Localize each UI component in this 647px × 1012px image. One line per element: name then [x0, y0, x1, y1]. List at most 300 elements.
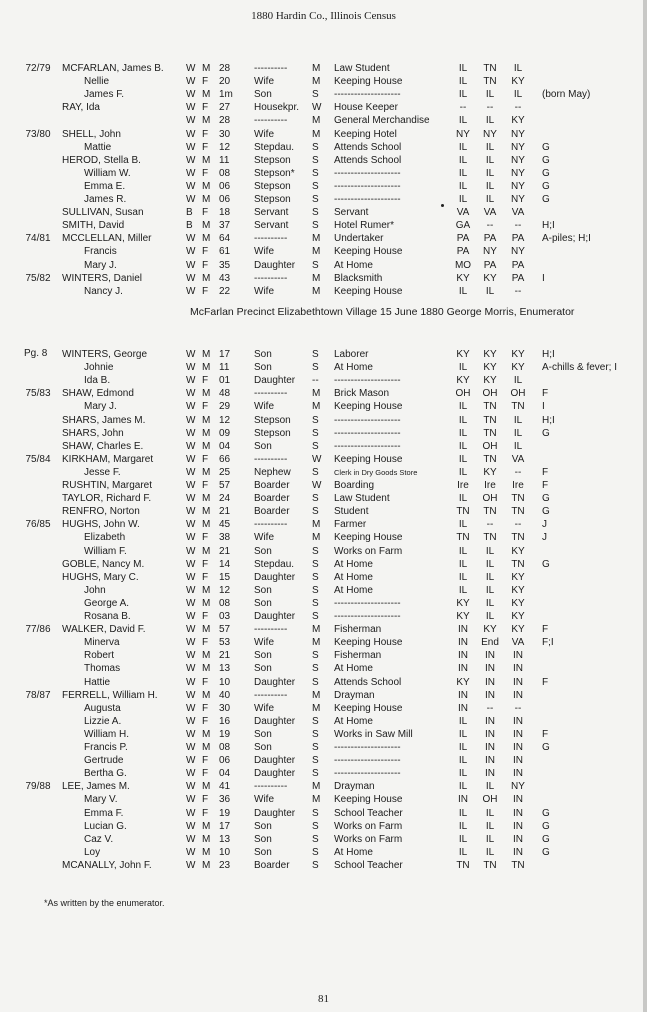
notes: H;I [542, 414, 555, 426]
scan-edge [643, 0, 647, 1012]
birthplace: PA [456, 233, 470, 245]
race: W [186, 493, 196, 505]
notes: G [542, 506, 550, 518]
sex: F [202, 558, 209, 570]
person-name: James R. [84, 194, 127, 205]
occupation: Keeping House [334, 401, 403, 413]
age: 12 [219, 141, 231, 153]
race: W [186, 194, 196, 205]
sex: F [202, 532, 209, 544]
race: W [186, 571, 196, 583]
age: 17 [219, 349, 231, 360]
mother-birthplace: IN [513, 768, 523, 780]
occupation: Drayman [334, 781, 375, 793]
marital-status: M [312, 76, 321, 88]
race: W [186, 611, 196, 622]
race: W [186, 285, 196, 297]
mother-birthplace: NY [511, 180, 525, 192]
relationship: Son [254, 584, 272, 596]
notes: G [542, 194, 550, 205]
age: 30 [219, 702, 231, 714]
marital-status: -- [312, 375, 319, 387]
census-row [0, 180, 647, 193]
marital-status: S [312, 220, 319, 232]
marital-status: S [312, 663, 319, 675]
mother-birthplace: IL [513, 375, 523, 387]
relationship: Wife [254, 702, 274, 714]
race: W [186, 414, 196, 426]
person-name: Francis [84, 246, 117, 258]
person-name: KIRKHAM, Margaret [62, 453, 154, 465]
age: 23 [219, 859, 231, 871]
birthplace: IL [458, 558, 468, 570]
race: W [186, 624, 196, 636]
sex: F [202, 702, 209, 714]
age: 30 [219, 128, 231, 140]
marital-status: S [312, 493, 319, 505]
marital-status: M [312, 388, 321, 400]
mother-birthplace: KY [511, 545, 525, 557]
age: 25 [219, 466, 231, 478]
relationship: Wife [254, 401, 274, 413]
marital-status: S [312, 833, 319, 845]
father-birthplace: NY [483, 128, 497, 140]
mother-birthplace: IN [513, 715, 523, 727]
census-row [0, 348, 647, 361]
notes: H;I [542, 220, 555, 232]
race: W [186, 781, 196, 793]
birthplace: GA [455, 220, 471, 232]
birthplace: KY [456, 272, 470, 284]
occupation: Law Student [334, 63, 390, 74]
page-number: 81 [318, 993, 329, 1005]
occupation: General Merchandise [334, 115, 430, 127]
birthplace: IN [458, 794, 468, 806]
sex: M [202, 427, 211, 439]
marital-status: S [312, 611, 319, 622]
dwelling-family-number: 74/81 [25, 233, 51, 245]
occupation: Farmer [334, 519, 367, 531]
census-row [0, 793, 647, 806]
race: W [186, 794, 196, 806]
notes: F [542, 466, 549, 478]
age: 08 [219, 167, 231, 179]
person-name: Mary V. [84, 794, 118, 806]
father-birthplace: KY [483, 272, 497, 284]
person-name: WINTERS, George [62, 349, 148, 360]
race: W [186, 246, 196, 258]
relationship: Boarder [254, 859, 290, 871]
census-row [0, 807, 647, 820]
mother-birthplace: KY [511, 624, 525, 636]
birthplace: IN [458, 637, 468, 649]
sex: M [202, 689, 211, 701]
mother-birthplace: NY [511, 194, 525, 205]
mother-birthplace: TN [511, 859, 525, 871]
census-row [0, 715, 647, 728]
age: 12 [219, 584, 231, 596]
father-birthplace: PA [483, 259, 497, 271]
relationship: Son [254, 742, 272, 753]
person-name: RENFRO, Norton [62, 506, 140, 518]
relationship: Daughter [254, 755, 296, 767]
mother-birthplace: NY [511, 154, 525, 166]
father-birthplace: TN [483, 453, 497, 465]
occupation: Blacksmith [334, 272, 383, 284]
person-name: Minerva [84, 637, 120, 649]
sex: M [202, 194, 211, 205]
marital-status: S [312, 597, 319, 609]
notes: F [542, 624, 549, 636]
race: W [186, 362, 196, 374]
father-birthplace: OH [482, 493, 498, 505]
census-row [0, 833, 647, 846]
birthplace: TN [456, 506, 470, 518]
census-row [0, 649, 647, 662]
occupation: Keeping House [334, 76, 403, 88]
birthplace: IL [458, 141, 468, 153]
sex: M [202, 597, 211, 609]
relationship: Daughter [254, 676, 296, 688]
birthplace: IL [458, 63, 468, 74]
person-name: Elizabeth [84, 532, 126, 544]
father-birthplace: KY [483, 375, 497, 387]
race: W [186, 506, 196, 518]
census-row [0, 374, 647, 387]
occupation: School Teacher [334, 807, 403, 819]
occupation: -------------------- [334, 180, 401, 192]
sex: F [202, 637, 209, 649]
mother-birthplace: IN [513, 820, 523, 832]
marital-status: W [312, 453, 322, 465]
notes: G [542, 427, 550, 439]
mother-birthplace: IN [513, 742, 523, 753]
person-name: Mary J. [84, 259, 117, 271]
birthplace: IL [458, 571, 468, 583]
census-row [0, 859, 647, 872]
person-name: GOBLE, Nancy M. [62, 558, 145, 570]
race: W [186, 141, 196, 153]
father-birthplace: IL [485, 154, 495, 166]
relationship: Daughter [254, 611, 296, 622]
mother-birthplace: KY [511, 584, 525, 596]
person-name: RUSHTIN, Margaret [62, 480, 153, 491]
race: B [186, 220, 193, 232]
birthplace: IN [458, 624, 468, 636]
occupation: Brick Mason [334, 388, 390, 400]
age: 08 [219, 742, 231, 753]
relationship: ---------- [254, 519, 288, 531]
marital-status: S [312, 440, 319, 452]
father-birthplace: TN [483, 401, 497, 413]
father-birthplace: IL [485, 558, 495, 570]
mother-birthplace: IL [513, 440, 523, 452]
census-row [0, 518, 647, 531]
age: 12 [219, 414, 231, 426]
person-name: LEE, James M. [62, 781, 130, 793]
mother-birthplace: TN [511, 493, 525, 505]
person-name: HUGHS, John W. [62, 519, 140, 531]
occupation: -------------------- [334, 597, 401, 609]
marital-status: S [312, 584, 319, 596]
birthplace: IL [458, 285, 468, 297]
dwelling-family-number: 79/88 [25, 781, 51, 793]
race: W [186, 637, 196, 649]
age: 14 [219, 558, 231, 570]
father-birthplace: IN [485, 689, 495, 701]
age: 57 [219, 624, 231, 636]
mother-birthplace: VA [511, 453, 525, 465]
person-name: HEROD, Stella B. [62, 154, 141, 166]
age: 11 [219, 362, 230, 374]
mother-birthplace: IN [513, 663, 523, 675]
race: W [186, 768, 196, 780]
notes: F [542, 388, 549, 400]
birthplace: IL [458, 715, 468, 727]
race: W [186, 715, 196, 727]
mother-birthplace: -- [514, 220, 522, 232]
father-birthplace: IL [485, 115, 495, 127]
marital-status: S [312, 207, 319, 219]
person-name: William H. [84, 728, 129, 740]
sex: F [202, 755, 209, 767]
mother-birthplace: NY [511, 128, 525, 140]
census-row [0, 219, 647, 232]
census-row [0, 780, 647, 793]
person-name: TAYLOR, Richard F. [62, 493, 152, 505]
occupation: At Home [334, 362, 373, 374]
notes: (born May) [542, 89, 591, 101]
marital-status: S [312, 362, 319, 374]
dwelling-family-number: 75/82 [25, 272, 51, 284]
occupation: Fisherman [334, 650, 382, 662]
mother-birthplace: -- [514, 466, 522, 478]
birthplace: IN [458, 663, 468, 675]
race: W [186, 584, 196, 596]
marital-status: S [312, 715, 319, 727]
person-name: Gertrude [84, 755, 124, 767]
dwelling-family-number: 78/87 [25, 689, 51, 701]
relationship: Stepson* [254, 167, 295, 179]
notes: G [542, 742, 550, 753]
census-row [0, 741, 647, 754]
race: W [186, 859, 196, 871]
relationship: Daughter [254, 715, 296, 727]
age: 53 [219, 637, 231, 649]
census-row [0, 387, 647, 400]
mother-birthplace: KY [511, 76, 525, 88]
relationship: Servant [254, 207, 289, 219]
father-birthplace: NY [483, 246, 497, 258]
mother-birthplace: KY [511, 571, 525, 583]
section-heading: McFarlan Precinct Elizabethtown Village 15 June 1880 George Morris, Enumerator [190, 306, 575, 318]
race: W [186, 846, 196, 858]
father-birthplace: IL [485, 571, 495, 583]
mother-birthplace: IN [513, 794, 523, 806]
person-name: SMITH, David [62, 220, 125, 232]
marital-status: S [312, 846, 319, 858]
father-birthplace: TN [483, 532, 497, 544]
notes: F [542, 728, 549, 740]
census-row [0, 662, 647, 675]
census-row [0, 558, 647, 571]
relationship: Son [254, 349, 272, 360]
notes: A-chills & fever; I [542, 362, 618, 374]
sex: M [202, 833, 211, 845]
father-birthplace: IL [485, 89, 495, 101]
father-birthplace: IN [485, 742, 495, 753]
census-row [0, 531, 647, 544]
notes: H;I [542, 349, 555, 360]
occupation: Attends School [334, 154, 402, 166]
age: 18 [219, 207, 231, 219]
age: 24 [219, 493, 231, 505]
occupation: Attends School [334, 141, 402, 153]
father-birthplace: IL [485, 846, 495, 858]
relationship: Son [254, 362, 272, 374]
notes: F;I [542, 637, 554, 649]
age: 09 [219, 427, 231, 439]
marital-status: M [312, 128, 321, 140]
sex: F [202, 285, 209, 297]
occupation: Attends School [334, 676, 402, 688]
sex: F [202, 259, 209, 271]
age: 06 [219, 755, 231, 767]
birthplace: IL [458, 89, 468, 101]
relationship: Wife [254, 76, 274, 88]
mother-birthplace: KY [511, 362, 525, 374]
birthplace: IL [458, 427, 468, 439]
occupation: -------------------- [334, 375, 401, 387]
sex: M [202, 663, 211, 675]
father-birthplace: IL [485, 285, 495, 297]
person-name: Jesse F. [84, 466, 121, 478]
occupation: -------------------- [334, 768, 401, 780]
occupation: Boarding [334, 480, 375, 491]
person-name: Mattie [84, 141, 112, 153]
mother-birthplace: TN [511, 558, 525, 570]
census-row [0, 114, 647, 127]
marital-status: S [312, 141, 319, 153]
occupation: -------------------- [334, 611, 401, 622]
age: 15 [219, 571, 231, 583]
relationship: Daughter [254, 807, 296, 819]
census-row [0, 466, 647, 479]
marital-status: M [312, 532, 321, 544]
race: W [186, 755, 196, 767]
sex: F [202, 128, 209, 140]
sex: M [202, 742, 211, 753]
age: 04 [219, 440, 231, 452]
occupation: -------------------- [334, 440, 401, 452]
birthplace: IL [458, 362, 468, 374]
birthplace: IL [458, 115, 468, 127]
person-name: Loy [84, 846, 101, 858]
person-name: Lucian G. [84, 820, 127, 832]
birthplace: IL [458, 167, 468, 179]
relationship: Stepdau. [254, 558, 295, 570]
notes: G [542, 807, 550, 819]
notes: G [542, 141, 550, 153]
sex: M [202, 781, 211, 793]
sex: F [202, 207, 209, 219]
marital-status: M [312, 794, 321, 806]
relationship: Daughter [254, 375, 296, 387]
sex: M [202, 362, 211, 374]
marital-status: M [312, 702, 321, 714]
sex: F [202, 453, 209, 465]
marital-status: S [312, 466, 319, 478]
sex: M [202, 728, 211, 740]
race: W [186, 401, 196, 413]
birthplace: -- [459, 102, 467, 114]
age: 13 [219, 663, 231, 675]
occupation: At Home [334, 846, 373, 858]
mother-birthplace: OH [510, 388, 526, 400]
person-name: John [84, 584, 106, 596]
mother-birthplace: IL [513, 63, 523, 74]
relationship: Stepdau. [254, 141, 295, 153]
person-name: Emma E. [84, 180, 126, 192]
occupation: -------------------- [334, 194, 401, 205]
person-name: Thomas [84, 663, 121, 675]
occupation: Servant [334, 207, 369, 219]
relationship: Boarder [254, 493, 290, 505]
marital-status: S [312, 194, 319, 205]
census-row [0, 128, 647, 141]
sex: M [202, 624, 211, 636]
sex: M [202, 545, 211, 557]
age: 43 [219, 272, 231, 284]
census-row [0, 453, 647, 466]
race: W [186, 728, 196, 740]
race: W [186, 597, 196, 609]
sex: F [202, 676, 209, 688]
race: W [186, 702, 196, 714]
relationship: ---------- [254, 781, 288, 793]
notes: G [542, 154, 550, 166]
relationship: Boarder [254, 480, 290, 491]
relationship: Boarder [254, 506, 290, 518]
occupation: At Home [334, 715, 373, 727]
marital-status: M [312, 689, 321, 701]
marital-status: S [312, 755, 319, 767]
race: W [186, 102, 196, 114]
marital-status: S [312, 259, 319, 271]
mother-birthplace: IN [513, 833, 523, 845]
marital-status: M [312, 519, 321, 531]
father-birthplace: OH [482, 388, 498, 400]
father-birthplace: VA [483, 207, 497, 219]
mother-birthplace: IN [513, 728, 523, 740]
race: W [186, 663, 196, 675]
father-birthplace: PA [483, 233, 497, 245]
occupation: Keeping House [334, 453, 403, 465]
race: W [186, 76, 196, 88]
mother-birthplace: KY [511, 597, 525, 609]
census-row [0, 505, 647, 518]
father-birthplace: Ire [484, 480, 496, 491]
father-birthplace: IN [485, 715, 495, 727]
occupation: Keeping House [334, 702, 403, 714]
occupation: -------------------- [334, 414, 401, 426]
notes: G [542, 180, 550, 192]
father-birthplace: TN [483, 76, 497, 88]
dwelling-family-number: 72/79 [25, 63, 51, 74]
relationship: Stepson [254, 180, 291, 192]
person-name: Francis P. [84, 742, 128, 753]
relationship: Wife [254, 637, 274, 649]
